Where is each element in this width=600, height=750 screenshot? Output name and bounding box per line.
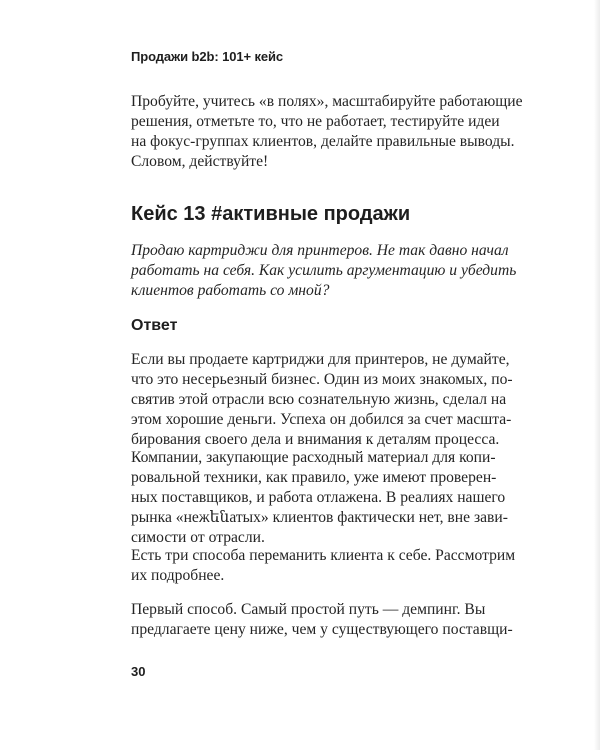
text-line: Компании, закупающие расходный материал для копи-	[131, 449, 496, 466]
answer-paragraph-1	[131, 350, 513, 450]
text-line: решения, отметьте то, что не работает, тестируйте идеи	[131, 113, 500, 130]
text-line: Если вы продаете картриджи для принтеров, не думайте,	[131, 351, 510, 368]
text-line: этом хорошие деньги. Успеха он добился за счет масшта-	[131, 411, 512, 428]
case-question	[131, 241, 517, 301]
text-line: бирования своего дела и внимания к деталям процесса.	[131, 431, 500, 448]
text-line: Словом, действуйте!	[131, 153, 269, 170]
answer-paragraph-2	[131, 448, 508, 548]
running-head: Продажи b2b: 101+ кейс	[131, 49, 284, 64]
text-line: их подробнее.	[131, 567, 225, 584]
answer-paragraph-3	[131, 546, 516, 586]
intro-paragraph	[131, 92, 523, 172]
text-line: работать на себя. Как усилить аргументацию и убедить	[131, 262, 517, 279]
text-line: на фокус-группах клиентов, делайте правильные выводы.	[131, 133, 515, 150]
text-line: Пробуйте, учитесь «в полях», масштабируйте работающие	[131, 93, 523, 110]
text-line: Первый способ. Самый простой путь — демпинг. Вы	[131, 601, 486, 618]
text-line: Есть три способа переманить клиента к себе. Рассмотрим	[131, 547, 516, 564]
text-line: рынка «нежենатых» клиентов фактически нет, вне зави-	[131, 509, 508, 526]
text-line: ровальной техники, как правило, уже имеют проверен-	[131, 469, 497, 486]
text-line: ных поставщиков, и работа отлажена. В реалиях нашего	[131, 489, 506, 506]
text-line: клиентов работать со мной?	[131, 282, 330, 299]
answer-heading: Ответ	[131, 317, 178, 334]
case-title: Кейс 13 #активные продажи	[131, 203, 411, 225]
text-line: симости от отрасли.	[131, 529, 265, 546]
answer-paragraph-4	[131, 600, 513, 640]
text-line: предлагаете цену ниже, чем у существующего поставщи-	[131, 621, 513, 638]
text-line: что это несерьезный бизнес. Один из моих знакомых, по-	[131, 371, 513, 388]
page-edge-shadow	[594, 0, 600, 750]
text-line: святив этой отрасли всю сознательную жизнь, сделал на	[131, 391, 507, 408]
text-line: Продаю картриджи для принтеров. Не так давно начал	[131, 242, 509, 259]
page-number: 30	[131, 664, 146, 679]
